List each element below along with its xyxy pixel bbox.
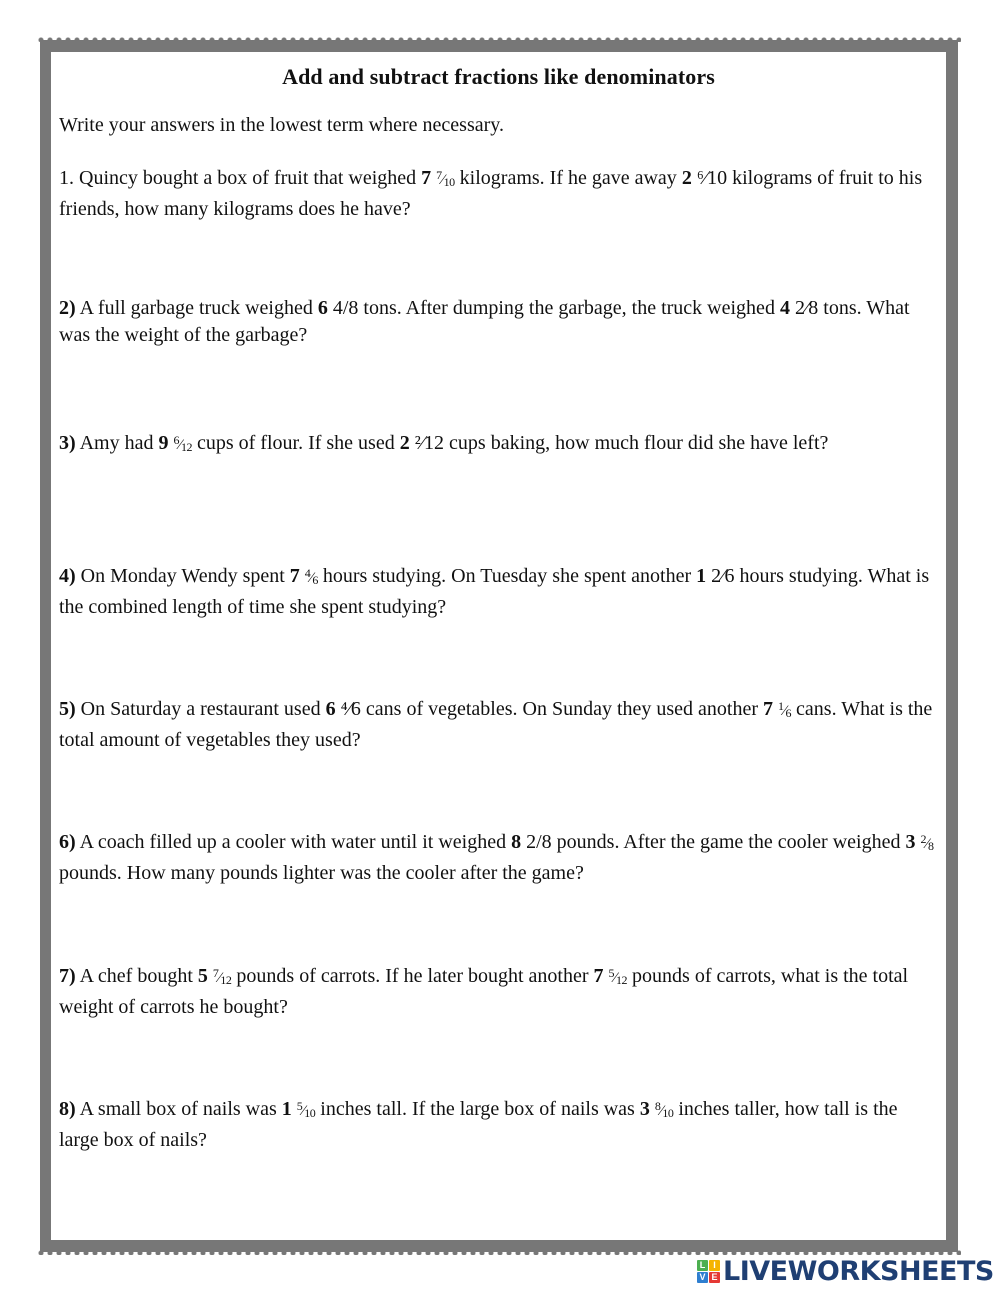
- logo-block: I: [709, 1260, 720, 1271]
- question-number: 1.: [59, 167, 74, 189]
- bold-whole-number: 7: [421, 167, 437, 189]
- fraction: $^4⁄_6$: [304, 566, 318, 587]
- bold-whole-number: 3: [905, 831, 921, 853]
- bold-whole-number: 4: [779, 297, 790, 319]
- question-3: 3) Amy had 9 $^6⁄_{12}$ cups of flour. If she used 2 ²⁄12 cups baking, how much flour did she have left?: [59, 432, 829, 454]
- live-blocks-icon: [697, 1260, 720, 1283]
- logo-block: V: [697, 1272, 708, 1283]
- logo-text: LIVEWORKSHEETS: [723, 1255, 994, 1287]
- fraction: $^7⁄_{10}$: [436, 168, 455, 189]
- question-number: 8): [59, 1098, 76, 1120]
- worksheet-title: Add and subtract fractions like denominators: [282, 64, 715, 89]
- bold-whole-number: 3: [639, 1098, 655, 1120]
- question-number: 3): [59, 432, 76, 454]
- liveworksheets-logo[interactable]: [697, 1256, 994, 1286]
- question-1: 1. Quincy bought a box of fruit that weighed 7 $^7⁄_{10}$ kilograms. If he gave away 2 ⁶⁄10 kilograms of fruit to his friends, how many kilograms does he have?: [59, 167, 923, 220]
- question-number: 6): [59, 831, 76, 853]
- question-number: 5): [59, 698, 76, 720]
- question-4: 4) On Monday Wendy spent 7 $^4⁄_6$ hours studying. On Tuesday she spent another 1 2⁄6 hours studying. What is the combined length of time she spent studying?: [59, 565, 930, 618]
- worksheet-instructions: Write your answers in the lowest term where necessary.: [59, 114, 504, 136]
- logo-block: L: [697, 1260, 708, 1271]
- question-number: 2): [59, 297, 76, 319]
- question-7: 7) A chef bought 5 $^7⁄_{12}$ pounds of carrots. If he later bought another 7 $^5⁄_{12}$ pounds of carrots, what is the total weight of carrots he bought?: [59, 965, 909, 1018]
- bold-whole-number: 5: [197, 965, 213, 987]
- bold-whole-number: 6: [317, 297, 328, 319]
- fraction: $^8⁄_{10}$: [654, 1099, 674, 1120]
- bold-whole-number: 9: [158, 432, 174, 454]
- worksheet-frame: [40, 40, 958, 1252]
- fraction: $^1⁄_6$: [778, 699, 792, 720]
- fraction: $^6⁄_{12}$: [173, 433, 192, 454]
- bold-whole-number: 6: [325, 698, 336, 720]
- worksheet-sheet: [51, 52, 946, 1240]
- bold-whole-number: 1: [281, 1098, 297, 1120]
- logo-block: E: [709, 1272, 720, 1283]
- bold-whole-number: 2: [681, 167, 697, 189]
- fraction: $^2⁄_8$: [920, 832, 934, 853]
- bold-whole-number: 2: [399, 432, 410, 454]
- question-number: 4): [59, 565, 76, 587]
- question-6: 6) A coach filled up a cooler with water until it weighed 8 2/8 pounds. After the game the cooler weighed 3 $^2⁄_8$ pounds. How many pounds lighter was the cooler after the game?: [59, 831, 934, 884]
- question-8: 8) A small box of nails was 1 $^5⁄_{10}$ inches tall. If the large box of nails was 3 $^8⁄_{10}$ inches taller, how tall is the large box of nails?: [59, 1098, 898, 1151]
- bold-whole-number: 7: [593, 965, 609, 987]
- fraction: $^5⁄_{12}$: [608, 966, 628, 987]
- fraction: $^5⁄_{10}$: [296, 1099, 316, 1120]
- bold-whole-number: 8: [511, 831, 522, 853]
- bold-whole-number: 7: [763, 698, 779, 720]
- question-number: 7): [59, 965, 76, 987]
- bold-whole-number: 7: [289, 565, 305, 587]
- question-2: 2) A full garbage truck weighed 6 4/8 tons. After dumping the garbage, the truck weighed 4 2⁄8 tons. What was the weight of the garbage?: [59, 297, 910, 346]
- question-5: 5) On Saturday a restaurant used 6 ⁴⁄6 cans of vegetables. On Sunday they used another 7 $^1⁄_6$ cans. What is the total amount of vegetables they used?: [59, 698, 933, 751]
- fraction: $^7⁄_{12}$: [212, 966, 232, 987]
- bold-whole-number: 1: [696, 565, 707, 587]
